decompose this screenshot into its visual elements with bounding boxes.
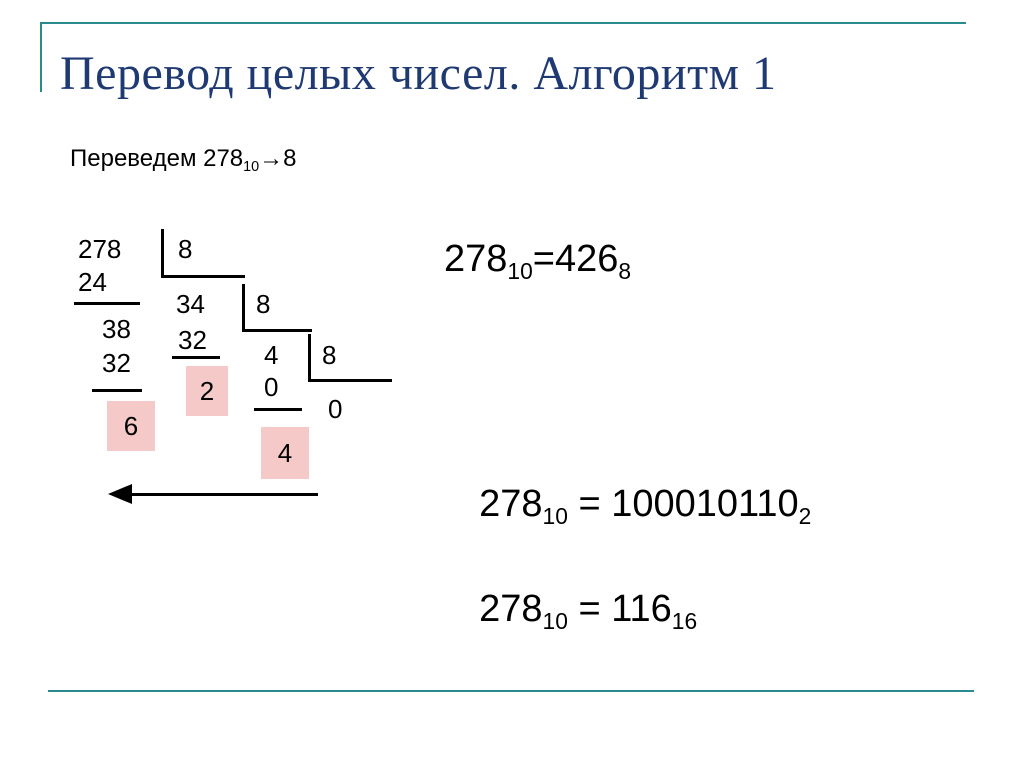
- division-bracket-1-h: [161, 275, 245, 278]
- result-octal-rhs-base: 8: [618, 257, 632, 284]
- remainder-3-box: [261, 427, 309, 479]
- subtitle-suffix: →8: [259, 145, 297, 172]
- result-octal: [444, 238, 632, 284]
- divisor-3: 8: [322, 340, 337, 370]
- left-rule: [40, 22, 42, 92]
- result-octal-eq: =: [532, 238, 555, 280]
- result-binary-rhs-base: 2: [798, 502, 812, 529]
- quotient-1: 34: [176, 289, 205, 319]
- division-bracket-1-v: [161, 229, 164, 278]
- result-hex-rhs-base: 16: [671, 607, 698, 634]
- final-quotient: 0: [328, 394, 343, 424]
- result-octal-lhs-base: 10: [507, 257, 533, 284]
- top-rule: [40, 22, 966, 24]
- subtract-bar-3: [172, 356, 220, 359]
- division-bracket-2-h: [242, 329, 312, 332]
- subtract-bar-1: [74, 302, 140, 305]
- product-2: 32: [178, 325, 207, 355]
- subtitle: [70, 145, 297, 176]
- arrow-left-icon: [108, 484, 132, 504]
- subtract-bar-2: [92, 389, 142, 392]
- subtitle-prefix: Переведем 278: [70, 145, 244, 172]
- division-bracket-3-h: [308, 379, 392, 382]
- result-hex: [458, 545, 698, 634]
- partial-product-1: 32: [102, 348, 131, 378]
- result-hex-rhs: 116: [611, 588, 672, 630]
- result-octal-rhs: 426: [554, 238, 619, 280]
- result-binary: [458, 440, 812, 529]
- product-3: 0: [264, 372, 279, 402]
- quotient-2: 4: [264, 340, 279, 370]
- result-binary-lhs: 278: [479, 483, 543, 525]
- read-direction-arrow: [118, 493, 318, 496]
- remainder-2-box: [186, 366, 228, 416]
- result-binary-lhs-base: 10: [542, 502, 568, 529]
- remainder-2: 2: [199, 375, 215, 406]
- remainder-1-box: [107, 401, 155, 451]
- result-hex-lhs: 278: [479, 588, 543, 630]
- result-binary-rhs: 100010110: [611, 483, 799, 525]
- remainder-1: 6: [123, 410, 139, 441]
- division-bracket-2-v: [242, 284, 245, 332]
- division-bracket-3-v: [308, 334, 311, 382]
- result-octal-lhs: 278: [444, 238, 508, 280]
- page-title: Перевод целых чисел. Алгоритм 1: [60, 47, 777, 100]
- bottom-rule: [48, 690, 974, 692]
- result-hex-lhs-base: 10: [542, 607, 568, 634]
- divisor-1: 8: [178, 234, 193, 264]
- product-1: 24: [78, 267, 107, 297]
- result-binary-eq: =: [567, 483, 612, 525]
- dividend: 278: [78, 234, 122, 264]
- remainder-3: 4: [277, 437, 293, 468]
- subtitle-base: 10: [243, 159, 260, 176]
- subtract-bar-4: [254, 408, 302, 411]
- partial-1: 38: [102, 314, 131, 344]
- result-hex-eq: =: [567, 588, 612, 630]
- divisor-2: 8: [256, 289, 271, 319]
